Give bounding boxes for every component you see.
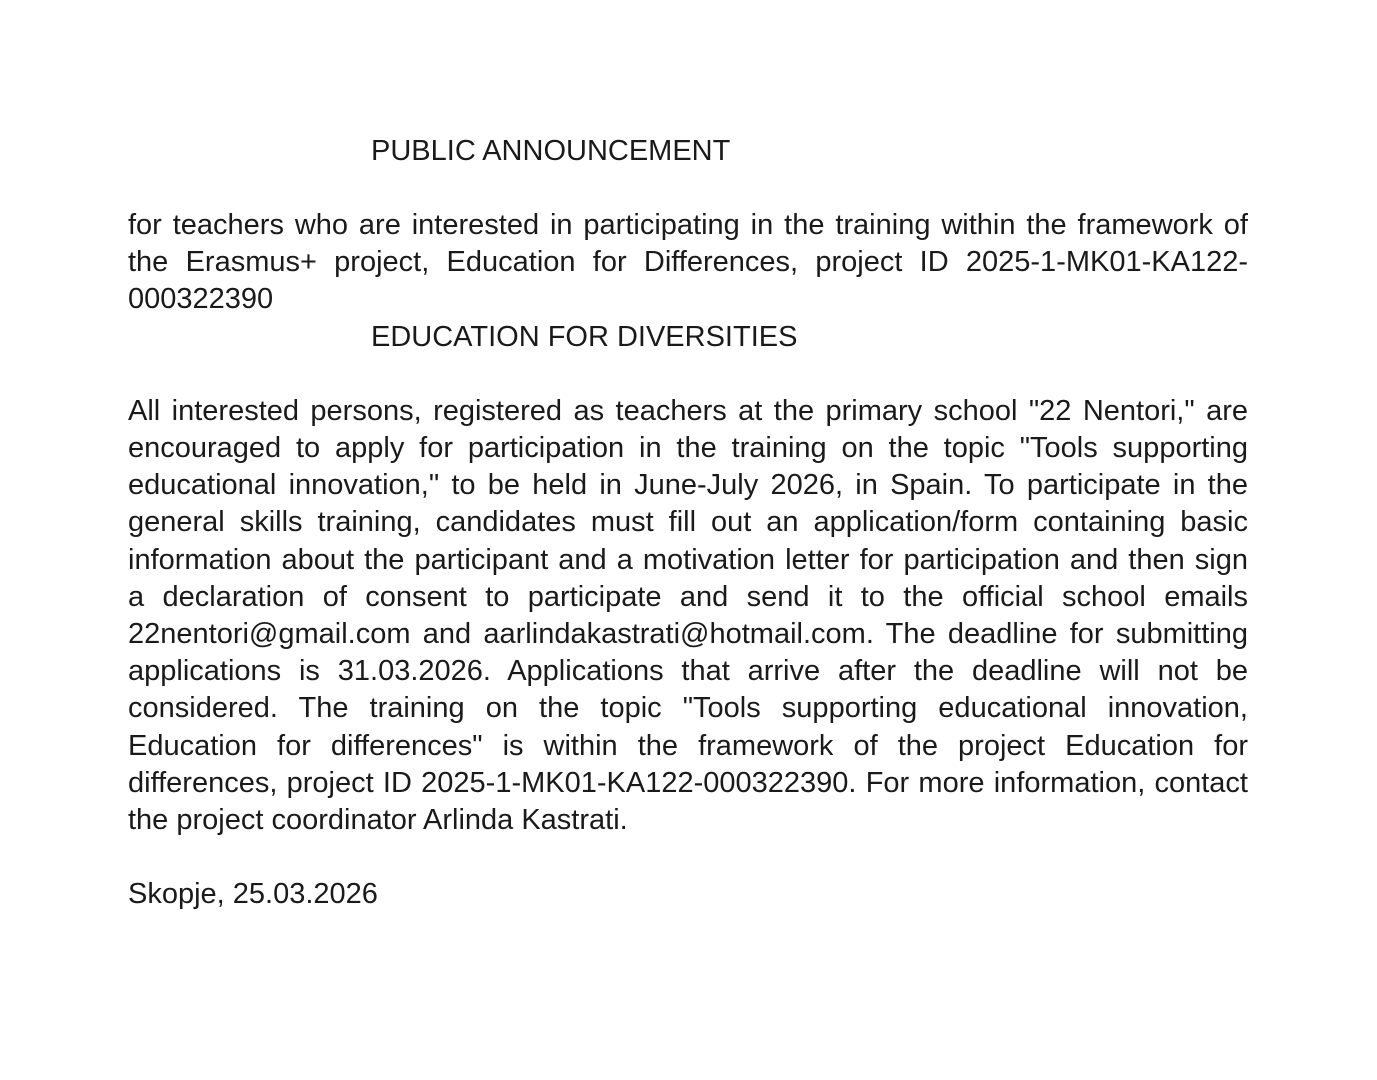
spacer xyxy=(128,839,1248,876)
intro-paragraph: for teachers who are interested in participating in the training within the framework of the Erasmus+ project, Education for Differences, project ID 2025-1-MK01-KA122-000322390 xyxy=(128,209,1248,316)
announcement-subtitle: EDUCATION FOR DIVERSITIES xyxy=(371,320,798,353)
spacer xyxy=(128,170,1248,207)
announcement-title: PUBLIC ANNOUNCEMENT xyxy=(371,135,731,167)
place-and-date: Skopje, 25.03.2026 xyxy=(128,878,378,911)
body-paragraph: All interested persons, registered as teachers at the primary school "22 Nentori," are encouraged to apply for participation in the training on the topic "Tools supporting educational innovation," to be held in June-July 2026, in Spain. To participate in the general skills training, candidates must fill out an application/form containing basic information about the participant and a motivation letter for participation and then sign a declaration of consent to participate and send it to the official school emails 22nentori@gmail.com and aarlindakastrati@hotmail.com. The deadline for submitting applications is 31.03.2026. Applications that arrive after the deadline will not be considered. The training on the topic "Tools supporting educational innovation, Education for differences" is within the framework of the project Education for differences, project ID 2025-1-MK01-KA122-000322390. For more information, contact the project coordinator Arlinda Kastrati. xyxy=(128,394,1248,837)
document-page xyxy=(128,133,1248,913)
spacer xyxy=(128,356,1248,393)
